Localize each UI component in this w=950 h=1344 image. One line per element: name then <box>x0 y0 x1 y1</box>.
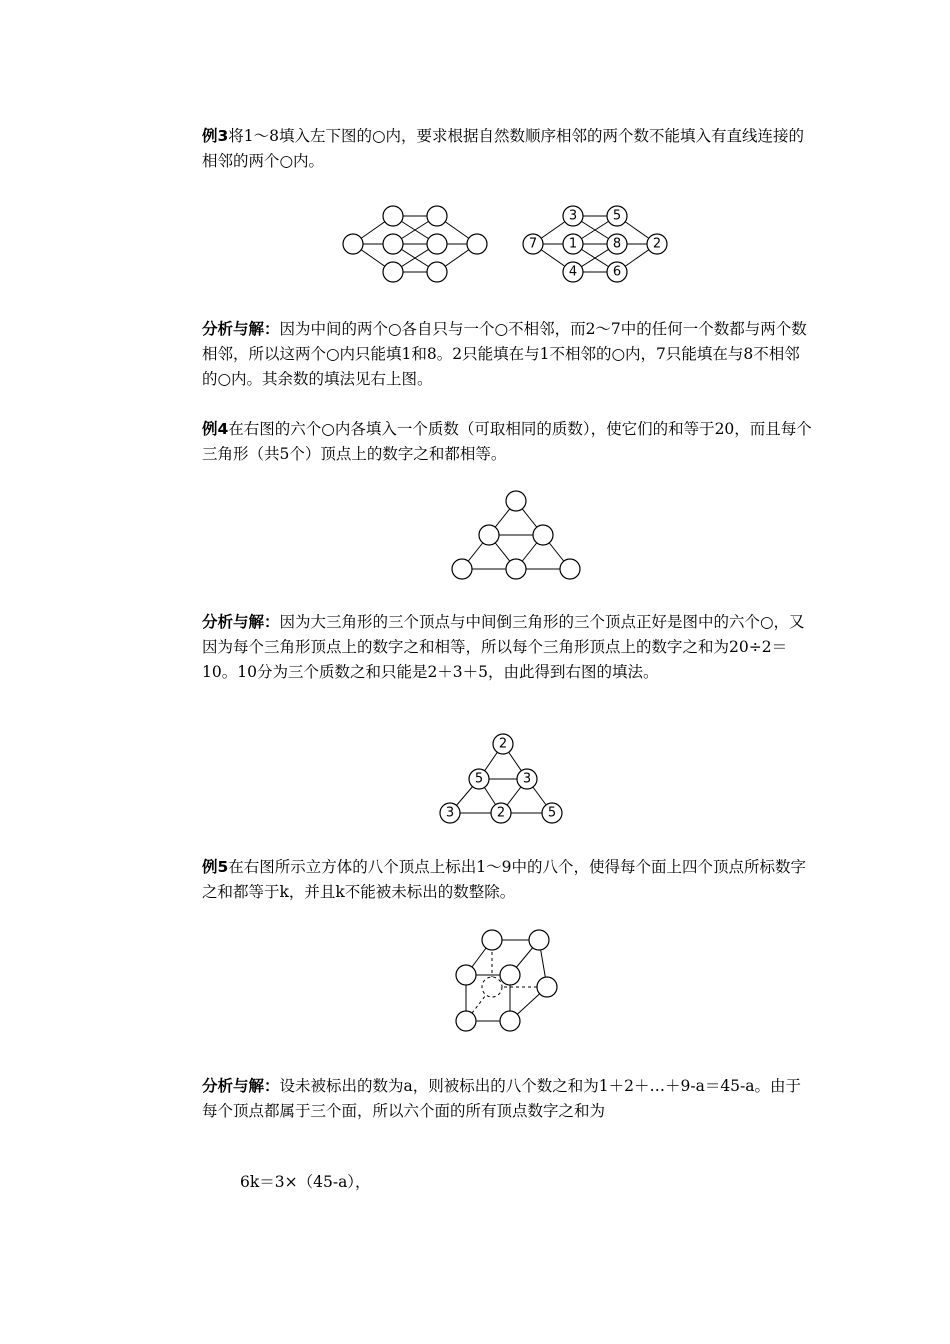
node-label: 3 <box>445 805 455 821</box>
node-label: 4 <box>568 264 578 280</box>
example-3-text: 例3将1～8填入左下图的○内，要求根据自然数顺序相邻的两个数不能填入有直线连接的相邻的两个○内。 <box>202 127 805 170</box>
example-4-text: 例4在右图的六个○内各填入一个质数（可取相同的质数），使它们的和等于20，而且每个三角形（共5个）顶点上的数字之和都相等。 <box>202 420 812 463</box>
analysis-3-text: 分析与解：因为中间的两个○各自只与一个○不相邻，而2～7中的任何一个数都与两个数相邻，所以这两个○内只能填1和8。2只能填在与1不相邻的○内，7只能填在与8不相邻的○内。其余数的填法见右上图。 <box>202 320 807 388</box>
analysis-4-label: 分析与解： <box>202 613 280 631</box>
node-label: 3 <box>522 771 532 787</box>
node-label: 5 <box>547 805 557 821</box>
node-label: 2 <box>496 805 506 821</box>
analysis-5-text: 分析与解：设未被标出的数为a，则被标出的八个数之和为1＋2＋…＋9-a＝45-a。由于每个顶点都属于三个面，所以六个面的所有顶点数字之和为 <box>202 1077 802 1120</box>
node-label: 5 <box>474 771 484 787</box>
figure-3-empty <box>335 200 495 290</box>
analysis-3-label: 分析与解： <box>202 320 280 338</box>
node-label: 1 <box>568 236 578 252</box>
figure-4-empty <box>448 487 588 587</box>
node-label: 8 <box>612 236 622 252</box>
figure-4-filled <box>435 730 575 830</box>
formula: 6k＝3×（45-a）， <box>240 1173 371 1191</box>
figure-5-cube <box>450 925 560 1035</box>
figure-3-filled-graph <box>515 200 675 290</box>
example-5-text: 例5在右图所示立方体的八个顶点上标出1～9中的八个，使得每个面上四个顶点所标数字之和都等于k，并且k不能被未标出的数整除。 <box>202 858 807 901</box>
figure-3-filled <box>515 200 675 290</box>
figure-4-empty-graph <box>448 487 588 587</box>
figure-4-filled-graph <box>435 730 575 830</box>
figure-5-cube-graph <box>450 925 560 1035</box>
node-label: 7 <box>528 236 538 252</box>
figure-3-empty-graph <box>335 200 495 290</box>
node-label: 2 <box>652 236 662 252</box>
node-label: 3 <box>568 208 578 224</box>
analysis-4-text: 分析与解：因为大三角形的三个顶点与中间倒三角形的三个顶点正好是图中的六个○，又因为每个三角形顶点上的数字之和相等，所以每个三角形顶点上的数字之和为20÷2＝10。10分为三个质数之和只能是2＋3＋5，由此得到右图的填法。 <box>202 613 805 681</box>
node-label: 6 <box>612 264 622 280</box>
node-label: 2 <box>498 736 508 752</box>
node-label: 5 <box>612 208 622 224</box>
example-4-label: 例4 <box>202 420 229 438</box>
example-5-label: 例5 <box>202 858 229 876</box>
analysis-5-label: 分析与解： <box>202 1077 280 1095</box>
example-3-label: 例3 <box>202 127 229 145</box>
